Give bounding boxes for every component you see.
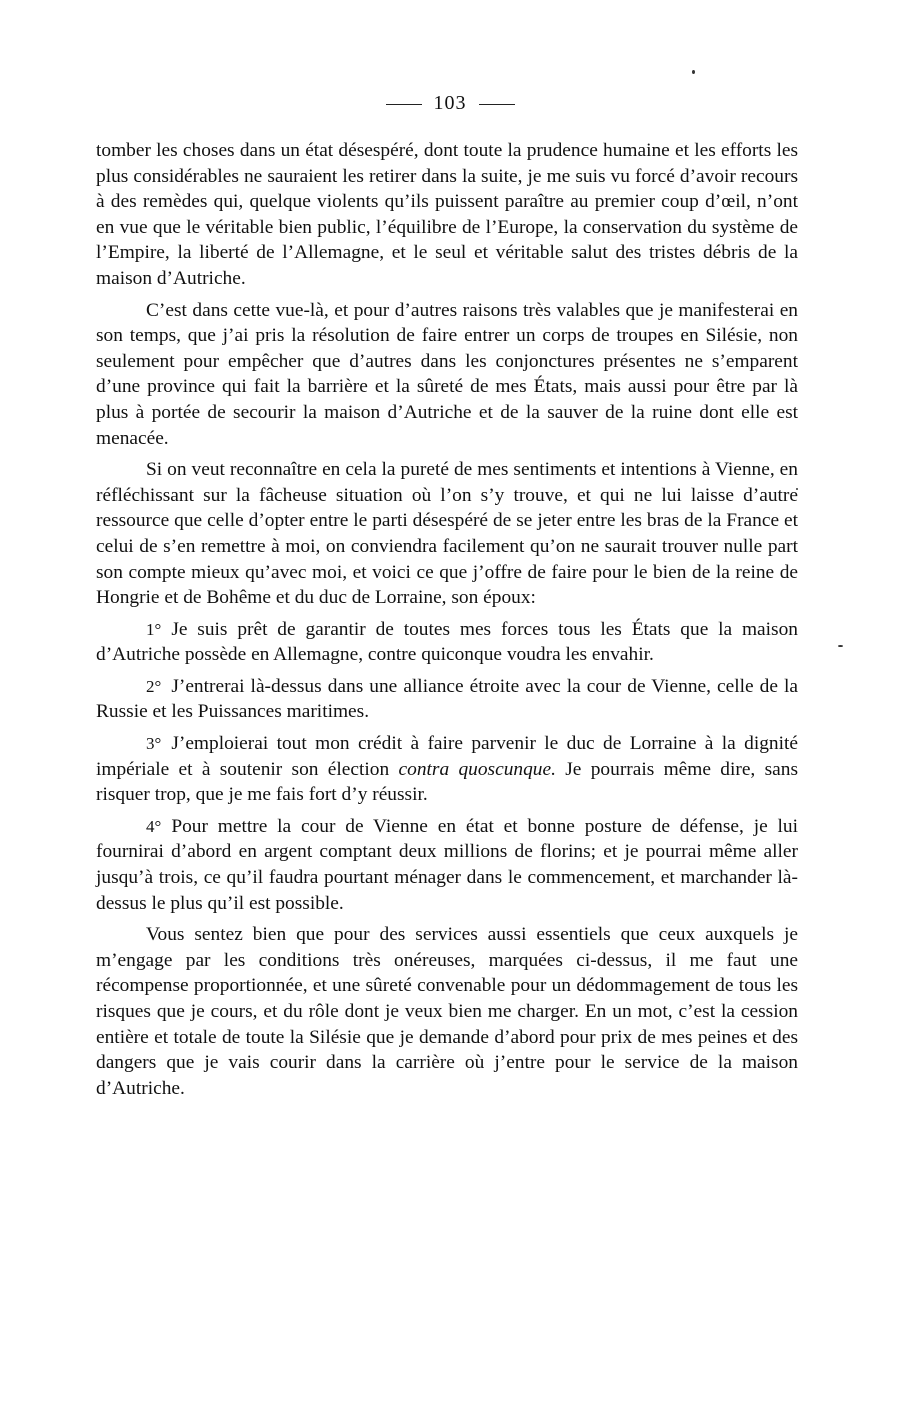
page-number: 103 xyxy=(433,92,467,114)
item-text: Je suis prêt de garantir de toutes mes forces tous les États que la maison d’Autriche possède en Allemagne, contre quiconque voudra les envahir. xyxy=(96,618,798,666)
item-text: Pour mettre la cour de Vienne en état et bonne posture de défense, je lui fournirai d’abord en argent comptant deux millions de florins; et je pourrai même aller jusqu’à trois, ce qu’il faudra pourtant ménager dans le commencement, et marchander là-dessus le plus qu’il est possible. xyxy=(96,815,798,914)
item-number: 3° xyxy=(146,734,162,754)
ink-speck xyxy=(692,70,695,74)
latin-phrase: contra quoscunque. xyxy=(398,758,556,780)
numbered-item xyxy=(96,731,798,808)
numbered-item xyxy=(96,814,798,916)
paragraph: Si on veut reconnaître en cela la pureté de mes sentiments et intentions à Vienne, en réfléchissant sur la fâcheuse situation où l’on s’y trouve, et qui ne lui laisse d’autre ressource que celle d’opter entre le parti désespéré de se jeter entre les bras de la France et celui de s’en remettre à moi, on conviendra facilement qu’on ne saurait trouver nulle part son compte mieux qu’avec moi, et voici ce que j’offre de faire pour le bien de la reine de Hongrie et de Bohême et du duc de Lorraine, son époux: xyxy=(96,459,798,609)
paragraph: C’est dans cette vue-là, et pour d’autres raisons très valables que je manifesterai en son temps, que j’ai pris la résolution de faire entrer un corps de troupes en Silésie, non seulement pour empêcher que d’autres dans les conjonctures présentes ne s’emparent d’une province qui fait la barrière et la sûreté de mes États, mais aussi pour être par là plus à portée de secourir la maison d’Autriche et de la sauver de la ruine dont elle est menacée. xyxy=(96,299,798,449)
paragraph: tomber les choses dans un état désespéré, dont toute la prudence humaine et les efforts les plus considérables ne sauraient les retirer dans la suite, je me suis vu forcé d’avoir recours à des remèdes qui, quelque violents qu’ils puissent paraître au premier coup d’œil, n’ont en vue que le véritable bien public, l’équilibre de l’Europe, la conservation du système de l’Empire, la liberté de l’Allemagne, et le seul et véritable salut des tristes débris de la maison d’Autriche. xyxy=(96,140,798,289)
item-number: 1° xyxy=(146,619,162,639)
item-number: 2° xyxy=(146,676,162,696)
item-text: J’entrerai là-dessus dans une alliance étroite avec la cour de Vienne, celle de la Russie et les Puissances maritimes. xyxy=(96,675,798,723)
numbered-item xyxy=(96,617,798,668)
item-text-continued: Je pourrais même dire, sans risquer trop, que je me fais fort d’y réussir. xyxy=(96,758,798,806)
header-dash-left xyxy=(386,104,422,105)
item-number: 4° xyxy=(146,816,162,836)
numbered-item xyxy=(96,674,798,725)
ink-speck xyxy=(838,645,843,647)
page-header xyxy=(0,91,900,115)
paragraph: Vous sentez bien que pour des services aussi essentiels que ceux auxquels je m’engage par les conditions très onéreuses, marquées ci-dessus, il me faut une récompense proportionnée, et une sûreté convenable pour un dédommagement de tous les risques que je cours, et du rôle dont je veux bien me charger. En un mot, c’est la cession entière et totale de toute la Silésie que je demande d’abord pour prix de mes peines et des dangers que je vais courir dans la carrière où j’entre pour le service de la maison d’Autriche. xyxy=(96,924,798,1099)
item-text: J’emploierai tout mon crédit à faire parvenir le duc de Lorraine à la dignité impériale et à soutenir son élection xyxy=(96,733,798,780)
body-text xyxy=(96,138,798,1107)
header-dash-right xyxy=(479,104,515,105)
